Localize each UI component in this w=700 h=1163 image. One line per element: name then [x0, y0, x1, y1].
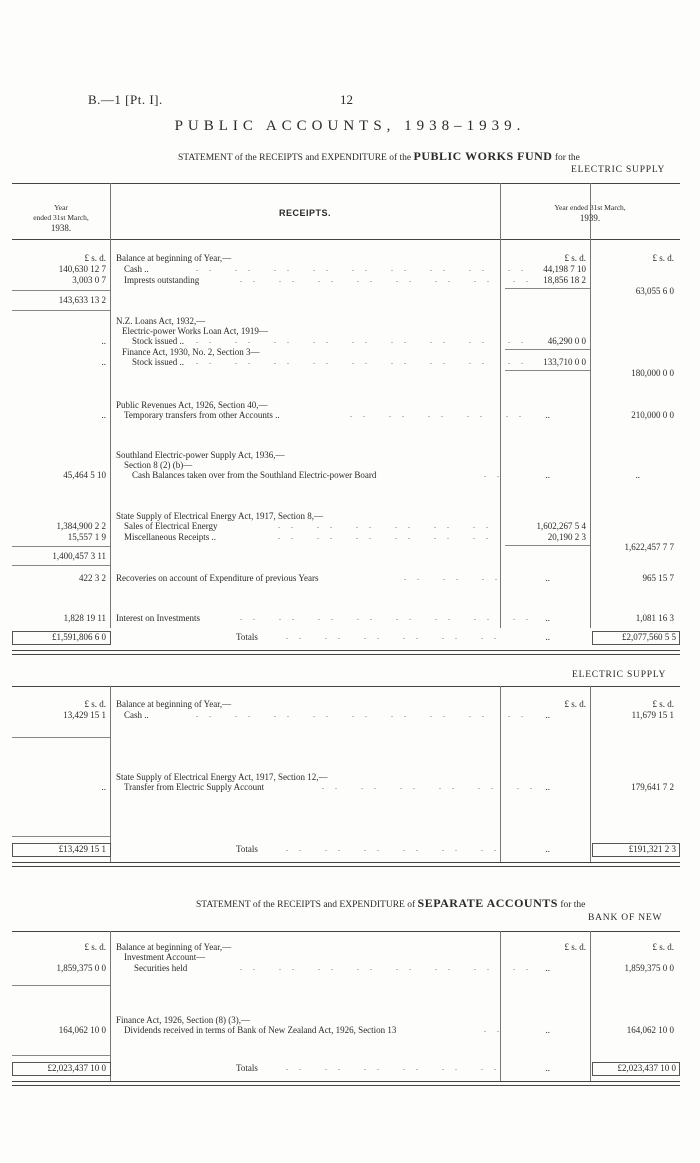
sse2-cur-b: 179,641 7 2: [631, 782, 674, 792]
temp-transfers-label: Temporary transfers from other Accounts ..: [124, 410, 280, 420]
cur-balance-total: 63,055 6 0: [635, 286, 674, 296]
totals2-cur-a: ..: [545, 844, 550, 854]
state-supply-label: State Supply of Electrical Energy Act, 1917, Section 8,—: [116, 511, 324, 521]
bal2-prev: 13,429 15 1: [63, 710, 106, 720]
bal3-cur-a: ..: [545, 963, 550, 973]
public-revenues-label: Public Revenues Act, 1926, Section 40,—: [116, 400, 268, 410]
nz-loans-label: N.Z. Loans Act, 1932,—: [116, 316, 206, 326]
col-current-line2: 1939.: [579, 213, 601, 223]
nz-cur-2: 133,710 0 0: [543, 357, 586, 367]
statement2-suffix: for the: [560, 900, 586, 910]
cash-label: Cash ..: [124, 264, 149, 274]
pr-cur-a: ..: [545, 410, 550, 420]
finance-act-label: Finance Act, 1930, No. 2, Section 3—: [122, 347, 260, 357]
statement2-accounts-name: SEPARATE ACCOUNTS: [417, 896, 558, 910]
sse-cur-1: 1,602,267 5 4: [536, 521, 586, 531]
section-8-label: Section 8 (2) (b)—: [124, 460, 193, 470]
securities-held-label: Securities held: [134, 963, 188, 973]
misc-receipts-label: Miscellaneous Receipts ..: [124, 532, 216, 542]
bal3-cur-b: 1,859,375 0 0: [624, 963, 674, 973]
fin-cur-a: ..: [545, 1025, 550, 1035]
sse-cur-total: 1,622,457 7 7: [624, 542, 674, 552]
sales-label: Sales of Electrical Energy: [124, 521, 218, 531]
units-a: £ s. d.: [564, 253, 586, 263]
totals3-prev: £2,023,437 10 0: [47, 1063, 106, 1073]
document-reference: B.—1 [Pt. I].: [88, 92, 163, 107]
rec-prev: 422 3 2: [79, 573, 106, 583]
col-prev-line2: ended 31st March,: [33, 213, 89, 222]
totals-prev: £1,591,806 6 0: [52, 632, 106, 642]
units-b-2: £ s. d.: [652, 699, 674, 709]
balance-label-3: Balance at beginning of Year,—: [116, 942, 232, 952]
col-receipts-heading: RECEIPTS.: [278, 208, 331, 218]
balance-label: Balance at beginning of Year,—: [116, 253, 232, 263]
units-prev: £ s. d.: [84, 253, 106, 263]
totals3-label: Totals: [236, 1063, 258, 1073]
int-cur-b: 1,081 16 3: [635, 613, 674, 623]
int-prev: 1,828 19 11: [63, 613, 106, 623]
units-a-3: £ s. d.: [564, 942, 586, 952]
sse-prev-2: 15,557 1 9: [67, 532, 106, 542]
interest-label: Interest on Investments: [116, 613, 200, 623]
prev-balance-total: 143,633 13 2: [58, 295, 106, 305]
statement-heading-1: [178, 149, 580, 164]
col-current-line1: Year ended 31st March,: [554, 203, 626, 212]
epw-label: Electric-power Works Loan Act, 1919—: [122, 326, 268, 336]
totals-cur-b: £2,077,560 5 5: [622, 632, 676, 642]
units-prev-2: £ s. d.: [84, 699, 106, 709]
dividends-label: Dividends received in terms of Bank of New Zealand Act, 1926, Section 13: [124, 1025, 397, 1035]
nz-prev-1: ..: [101, 336, 106, 346]
sth-prev: 45,464 5 10: [63, 470, 106, 480]
prev-imprests: 3,003 0 7: [72, 275, 106, 285]
totals2-cur-b: £191,321 2 3: [628, 844, 676, 854]
statement-heading-2: [196, 896, 585, 911]
rec-cur-a: ..: [545, 573, 550, 583]
statement-fund-name: PUBLIC WORKS FUND: [413, 149, 553, 163]
col-prev-line3: 1938.: [50, 223, 72, 233]
recoveries-label: Recoveries on account of Expenditure of previous Years: [116, 573, 319, 583]
rec-cur-b: 965 15 7: [642, 573, 674, 583]
page-number: 12: [340, 92, 353, 107]
cash-balances-label: Cash Balances taken over from the Southland Electric-power Board: [132, 470, 377, 480]
cash-label-2: Cash ..: [124, 710, 149, 720]
col-current-label: [500, 203, 680, 223]
nz-prev-2: ..: [101, 357, 106, 367]
int-cur-a: ..: [545, 613, 550, 623]
totals3-cur-b: £2,023,437 10 0: [617, 1063, 676, 1073]
bal3-prev: 1,859,375 0 0: [56, 963, 106, 973]
units-b: £ s. d.: [652, 253, 674, 263]
statement-subheading-3: BANK OF NEW: [588, 913, 663, 923]
bal2-cur-b: 11,679 15 1: [631, 710, 674, 720]
statement-subheading-2: ELECTRIC SUPPLY: [572, 670, 667, 680]
statement-suffix: for the: [554, 153, 580, 163]
sse2-prev: ..: [101, 782, 106, 792]
southland-label: Southland Electric-power Supply Act, 1936,—: [116, 450, 285, 460]
fin-cur-b: 164,062 10 0: [626, 1025, 674, 1035]
cur-imprests: 18,856 18 2: [543, 275, 586, 285]
pr-cur-b: 210,000 0 0: [631, 410, 674, 420]
sse-cur-2: 20,190 2 3: [547, 532, 586, 542]
nz-cur-total: 180,000 0 0: [631, 368, 674, 378]
units-b-3: £ s. d.: [652, 942, 674, 952]
bal2-cur-a: ..: [545, 710, 550, 720]
totals3-cur-a: ..: [545, 1063, 550, 1073]
imprests-label: Imprests outstanding: [124, 275, 200, 285]
finance-act-1926-label: Finance Act, 1926, Section (8) (3),—: [116, 1015, 250, 1025]
sth-cur-a: ..: [545, 470, 550, 480]
statement2-prefix: STATEMENT of the RECEIPTS and EXPENDITURE of: [196, 900, 416, 910]
stock-issued-1: Stock issued ..: [132, 336, 185, 346]
totals-cur-a: ..: [545, 632, 550, 642]
totals-label: Totals: [236, 632, 258, 642]
units-prev-3: £ s. d.: [84, 942, 106, 952]
balance-label-2: Balance at beginning of Year,—: [116, 699, 232, 709]
cur-cash: 44,198 7 10: [543, 264, 586, 274]
pr-prev: ..: [101, 410, 106, 420]
units-a-2: £ s. d.: [564, 699, 586, 709]
sth-cur-b: ..: [635, 470, 640, 480]
statement-prefix: STATEMENT of the RECEIPTS and EXPENDITURE of the: [178, 153, 412, 163]
totals2-prev: £13,429 15 1: [58, 844, 106, 854]
fin-prev: 164,062 10 0: [58, 1025, 106, 1035]
state-supply-12-label: State Supply of Electrical Energy Act, 1917, Section 12,—: [116, 772, 328, 782]
totals2-label: Totals: [236, 844, 258, 854]
stock-issued-2: Stock issued ..: [132, 357, 185, 367]
statement-subheading-1: ELECTRIC SUPPLY: [571, 165, 666, 175]
transfer-label: Transfer from Electric Supply Account: [124, 782, 265, 792]
sse-prev-1: 1,384,900 2 2: [56, 521, 106, 531]
nz-cur-1: 46,290 0 0: [547, 336, 586, 346]
col-prev-line1: Year: [54, 203, 68, 212]
sse-prev-total: 1,400,457 3 11: [52, 551, 106, 561]
page-title: PUBLIC ACCOUNTS, 1938–1939.: [174, 118, 526, 134]
col-prev-label: [12, 203, 110, 233]
prev-cash: 140,630 12 7: [58, 264, 106, 274]
investment-account-label: Investment Account—: [124, 952, 206, 962]
sse2-cur-a: ..: [545, 782, 550, 792]
